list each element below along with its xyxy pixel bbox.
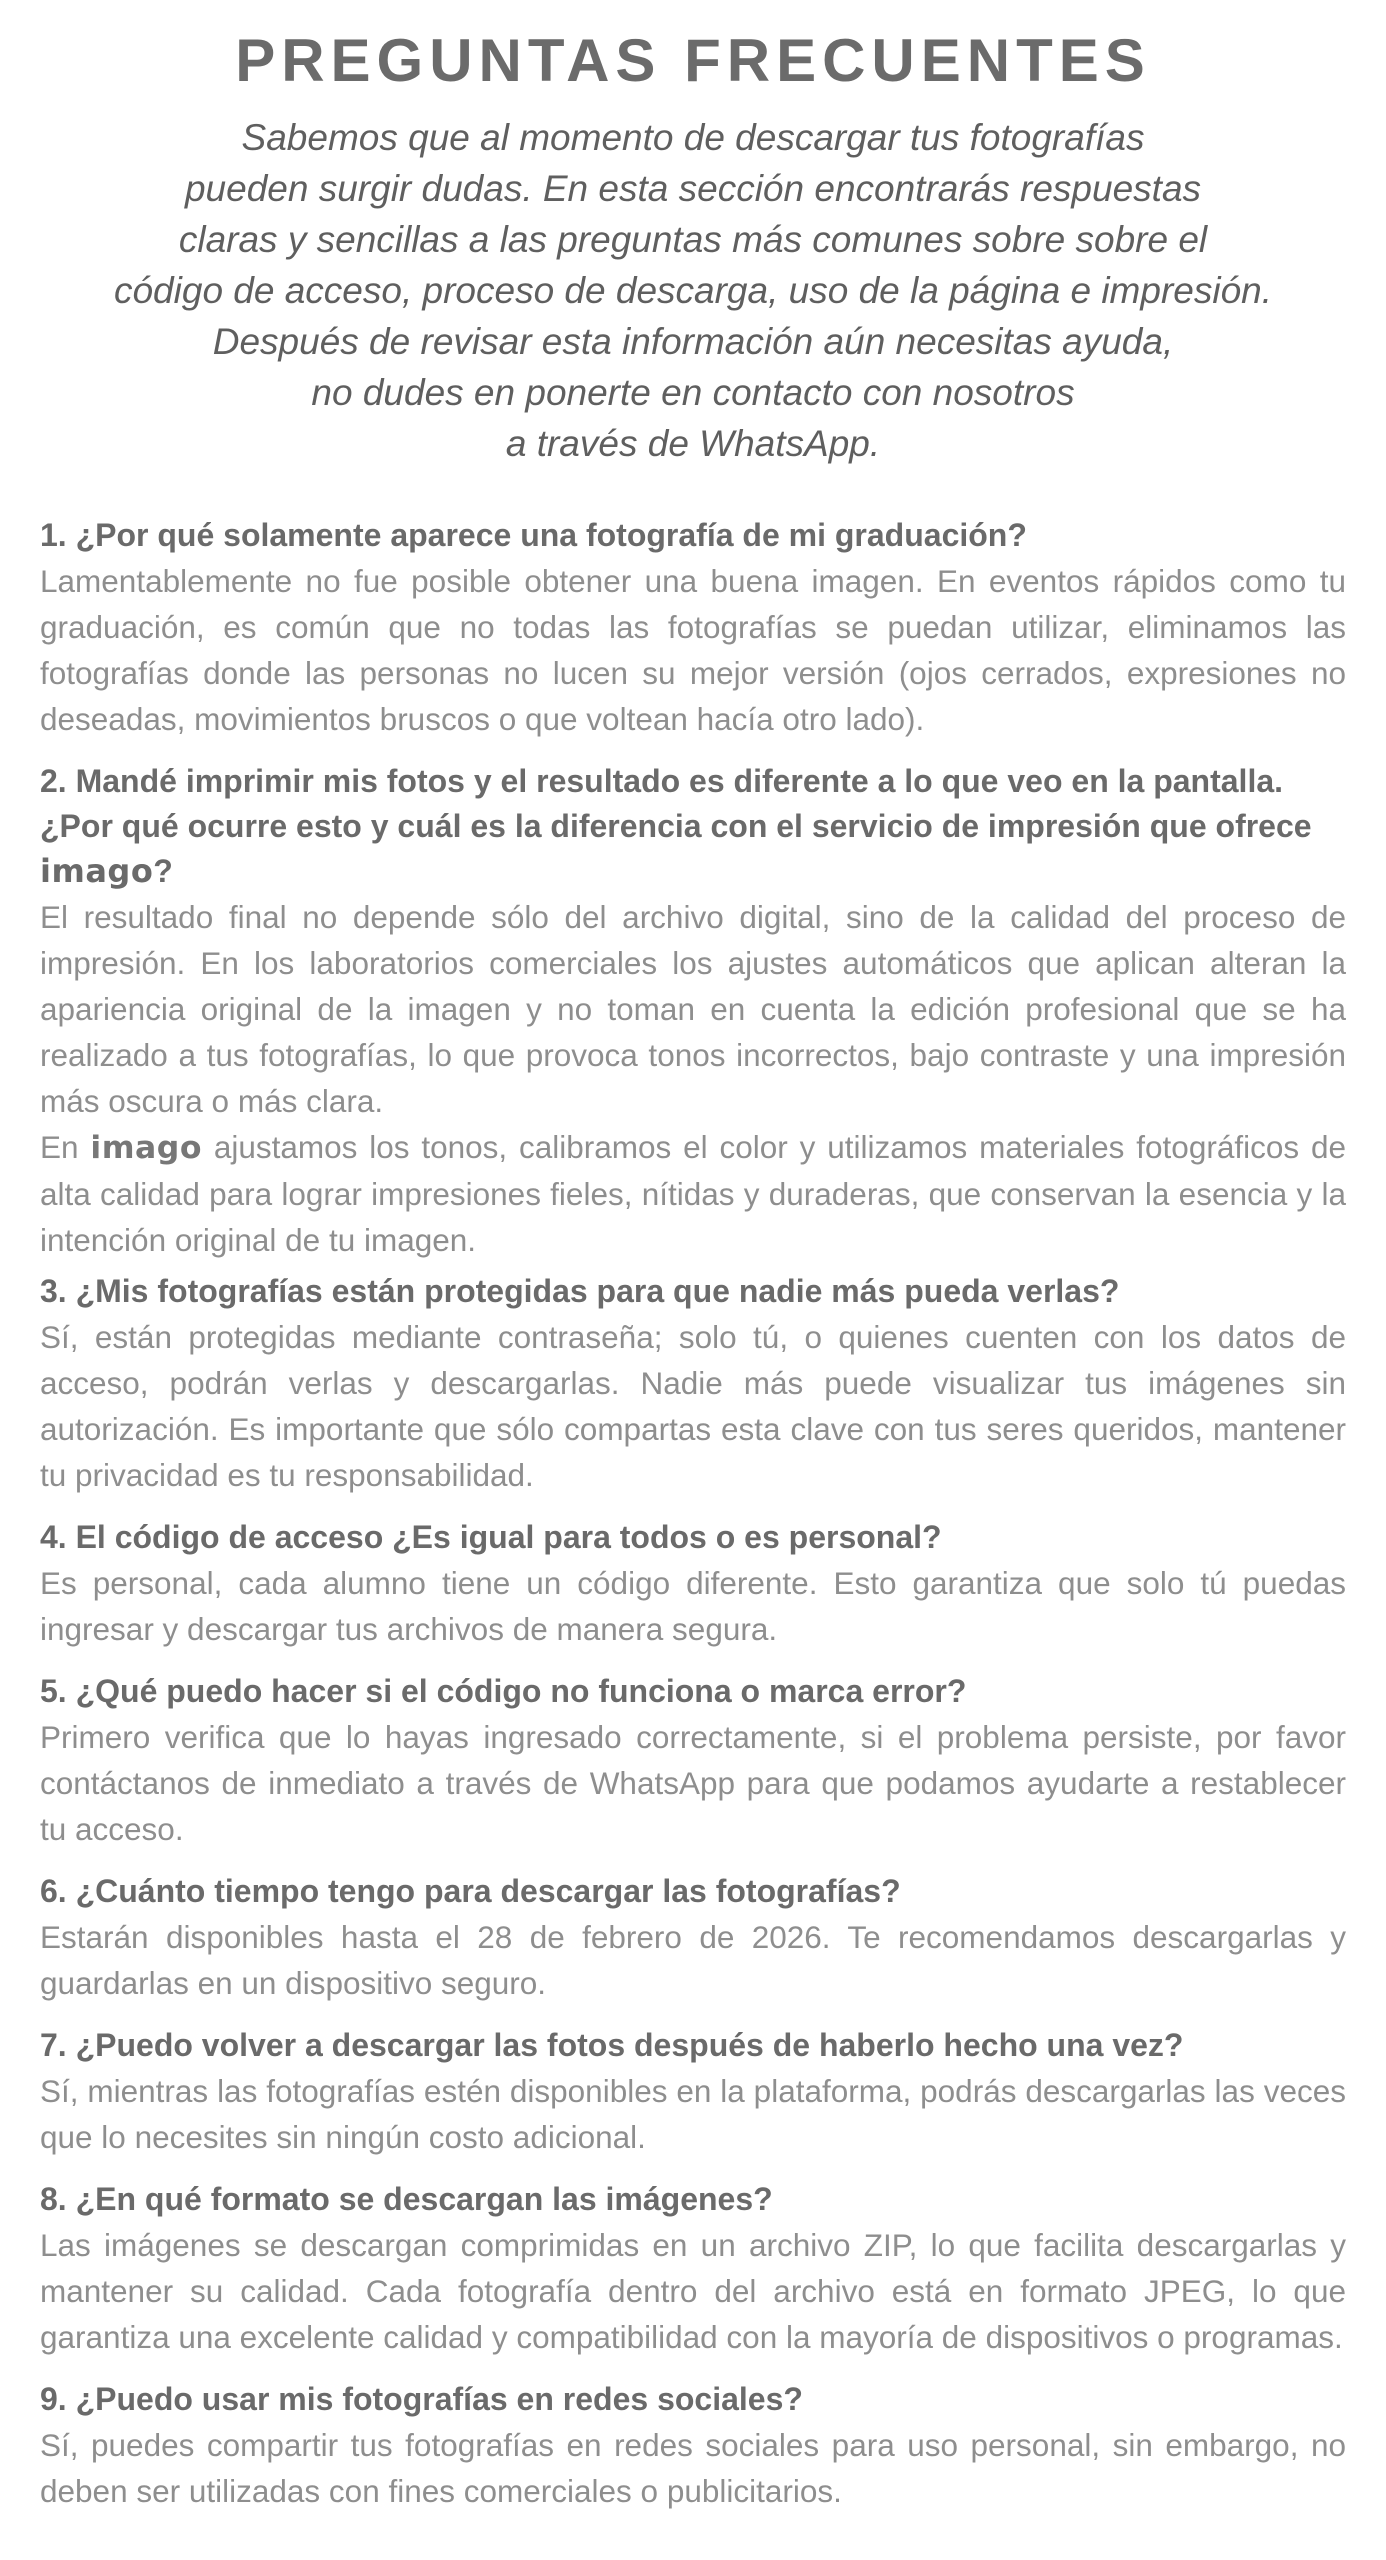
faq-question-end: ? bbox=[153, 853, 173, 889]
faq-item-5 bbox=[40, 1669, 1346, 1852]
brand-logo-text: imago bbox=[90, 1130, 202, 1166]
faq-answer: Sí, están protegidas mediante contraseña; solo tú, o quienes cuenten con los datos de acceso, podrán verlas y descargarlas. Nadie más puede visualizar tus imágenes sin autorización. Es importante que sólo compartas esta clave con tus seres queridos, mantener tu privacidad es tu responsabilidad. bbox=[40, 1319, 1346, 1493]
faq-item-2 bbox=[40, 759, 1346, 1263]
intro-paragraph bbox=[93, 112, 1293, 469]
faq-answer: El resultado final no depende sólo del archivo digital, sino de la calidad del proceso de impresión. En los laboratorios comerciales los ajustes automáticos que aplican alteran la apariencia original de la imagen y no toman en cuenta la edición profesional que se ha realizado a tus fotografías, lo que provoca tonos incorrectos, bajo contraste y una impresión más oscura o más clara. bbox=[40, 899, 1346, 1119]
faq-answer: Lamentablemente no fue posible obtener una buena imagen. En eventos rápidos como tu graduación, es común que no todas las fotografías se puedan utilizar, eliminamos las fotografías donde las personas no lucen su mejor versión (ojos cerrados, expresiones no deseadas, movimientos bruscos o que voltean hacía otro lado). bbox=[40, 563, 1346, 737]
faq-question: 1. ¿Por qué solamente aparece una fotografía de mi graduación? bbox=[40, 517, 1027, 553]
faq-answer: Es personal, cada alumno tiene un código diferente. Esto garantiza que solo tú puedas ingresar y descargar tus archivos de manera segura. bbox=[40, 1565, 1346, 1647]
faq-question: 6. ¿Cuánto tiempo tengo para descargar las fotografías? bbox=[40, 1873, 901, 1909]
intro-line: a través de WhatsApp. bbox=[505, 423, 881, 464]
intro-line: Después de revisar esta información aún necesitas ayuda, bbox=[212, 321, 1174, 362]
faq-question: 5. ¿Qué puedo hacer si el código no funciona o marca error? bbox=[40, 1673, 967, 1709]
faq-item-8 bbox=[40, 2177, 1346, 2360]
brand-logo-text: imago bbox=[40, 852, 154, 890]
intro-line: no dudes en ponerte en contacto con nosotros bbox=[311, 372, 1075, 413]
faq-question-text: 2. Mandé imprimir mis fotos y el resultado es diferente a lo que veo en la pantalla. ¿Por qué ocurre esto y cuál es la diferencia con el servicio de impresión que ofrece bbox=[40, 763, 1312, 844]
faq-answer: Sí, puedes compartir tus fotografías en redes sociales para uso personal, sin embargo, no deben ser utilizadas con fines comerciales o publicitarios. bbox=[40, 2427, 1346, 2509]
faq-answer: Estarán disponibles hasta el 28 de febrero de 2026. Te recomendamos descargarlas y guardarlas en un dispositivo seguro. bbox=[40, 1919, 1346, 2001]
page-title: PREGUNTAS FRECUENTES bbox=[235, 27, 1151, 94]
intro-line: claras y sencillas a las preguntas más comunes sobre sobre el bbox=[178, 219, 1208, 260]
faq-question: 9. ¿Puedo usar mis fotografías en redes sociales? bbox=[40, 2381, 803, 2417]
faq-answer: Las imágenes se descargan comprimidas en un archivo ZIP, lo que facilita descargarlas y mantener su calidad. Cada fotografía dentro del archivo está en formato JPEG, lo que garantiza una excelente calidad y compatibilidad con la mayoría de dispositivos o programas. bbox=[40, 2227, 1346, 2355]
faq-item-9 bbox=[40, 2377, 1346, 2514]
intro-line: código de acceso, proceso de descarga, uso de la página e impresión. bbox=[113, 270, 1273, 311]
intro-line: pueden surgir dudas. En esta sección encontrarás respuestas bbox=[184, 168, 1202, 209]
faq-item-3 bbox=[40, 1269, 1346, 1498]
faq-answer-text: En bbox=[40, 1129, 91, 1165]
faq-item-4 bbox=[40, 1515, 1346, 1652]
faq-item-6 bbox=[40, 1869, 1346, 2006]
faq-item-7 bbox=[40, 2023, 1346, 2160]
faq-item-1 bbox=[40, 513, 1346, 742]
faq-question: 8. ¿En qué formato se descargan las imágenes? bbox=[40, 2181, 773, 2217]
faq-question: 7. ¿Puedo volver a descargar las fotos después de haberlo hecho una vez? bbox=[40, 2027, 1184, 2063]
faq-answer: Sí, mientras las fotografías estén disponibles en la plataforma, podrás descargarlas las veces que lo necesites sin ningún costo adicional. bbox=[40, 2073, 1346, 2155]
faq-question: 3. ¿Mis fotografías están protegidas para que nadie más pueda verlas? bbox=[40, 1273, 1120, 1309]
faq-answer-continued bbox=[40, 1124, 1346, 1263]
intro-line: Sabemos que al momento de descargar tus fotografías bbox=[241, 117, 1145, 158]
faq-answer: Primero verifica que lo hayas ingresado correctamente, si el problema persiste, por favor contáctanos de inmediato a través de WhatsApp para que podamos ayudarte a restablecer tu acceso. bbox=[40, 1719, 1346, 1847]
faq-question: 4. El código de acceso ¿Es igual para todos o es personal? bbox=[40, 1519, 942, 1555]
faq-question bbox=[40, 759, 1346, 894]
faq-answer-text: ajustamos los tonos, calibramos el color y utilizamos materiales fotográficos de alta calidad para lograr impresiones fieles, nítidas y duraderas, que conservan la esencia y la intención original de tu imagen. bbox=[40, 1129, 1347, 1258]
